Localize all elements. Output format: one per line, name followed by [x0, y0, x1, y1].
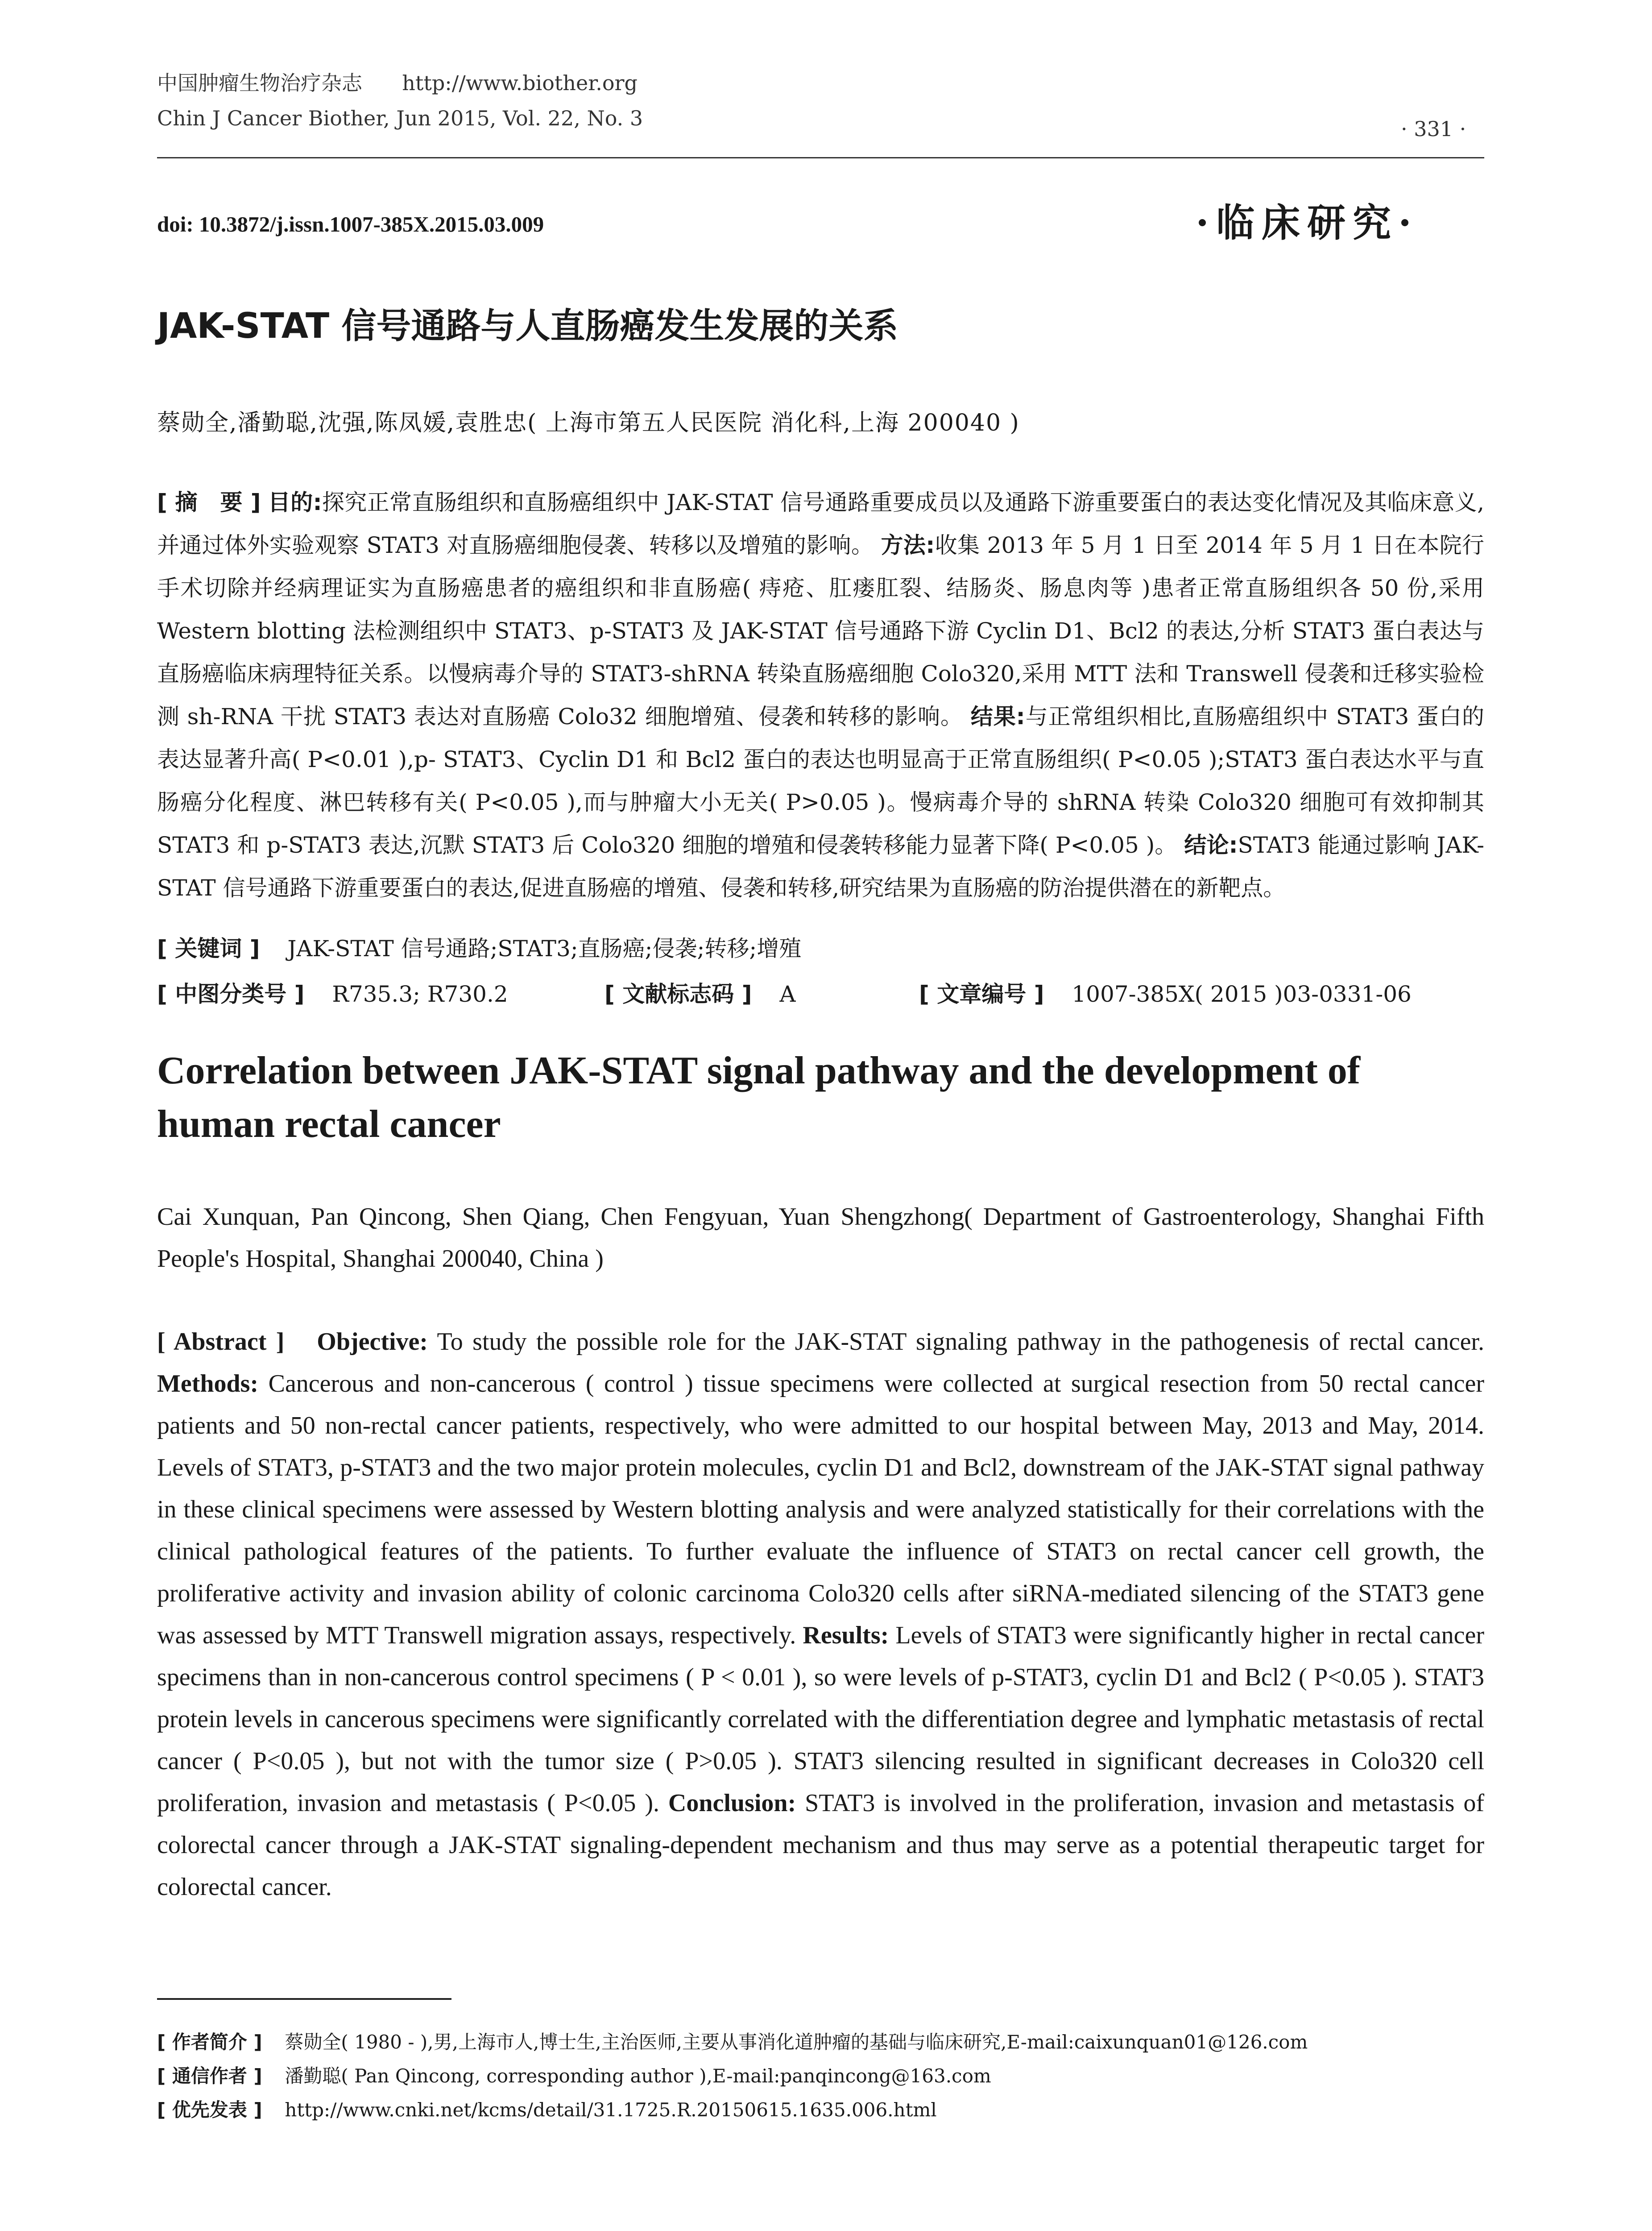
document-code	[604, 976, 795, 1008]
author-bio-label: [ 作者简介 ]	[157, 2031, 262, 2053]
footnote-corresponding	[157, 2061, 991, 2088]
doi: doi: 10.3872/j.issn.1007-385X.2015.03.009	[157, 212, 544, 236]
keywords-value: JAK-STAT 信号通路;STAT3;直肠癌;侵袭;转移;增殖	[287, 936, 802, 962]
authors-en: Cai Xunquan, Pan Qincong, Shen Qiang, Chen Fengyuan, Yuan Shengzhong( Department of Gastroenterology, Shanghai Fifth People's Hospital, Shanghai 200040, China )	[157, 1203, 1484, 1273]
doc-value: A	[779, 981, 796, 1007]
corresponding: 潘勤聪( Pan Qincong, corresponding author ),E-mail:panqincong@163.com	[285, 2065, 991, 2087]
methods-cn: 收集 2013 年 5 月 1 日至 2014 年 5 月 1 日在本院行手术切除并经病理证实为直肠癌患者的癌组织和非直肠癌( 痔疮、肛瘘肛裂、结肠炎、肠息肉等 )患者正常直肠组织各 50 份,采用 Western blotting 法检测组织中 STAT3、p-STAT3 及 JAK-STAT 信号通路下游 Cyclin D1、Bcl2 的表达,分析 STAT3 蛋白表达与直肠癌临床病理特征关系。以慢病毒介导的 STAT3-shRNA 转染直肠癌细胞 Colo320,采用 MTT 法和 Transwell 侵袭和迁移实验检测 sh-RNA 干扰 STAT3 表达对直肠癌 Colo32 细胞增殖、侵袭和转移的影响。	[157, 532, 1484, 730]
keywords	[157, 931, 801, 963]
abstract-cn	[157, 481, 1484, 909]
section-tag: ·临床研究·	[1196, 200, 1419, 245]
journal-url[interactable]: http://www.biother.org	[402, 71, 638, 95]
results-cn-label: 结果:	[970, 704, 1025, 730]
abstract-en	[157, 1321, 1484, 1908]
methods-en: Cancerous and non-cancerous ( control ) tissue specimens were collected at surgical resection from 50 rectal cancer patients and 50 non-rectal cancer patients, respectively, who were admitted to our hospital between May, 2013 and May, 2014. Levels of STAT3, p-STAT3 and the two major protein molecules, cyclin D1 and Bcl2, downstream of the JAK-STAT signal pathway in these clinical specimens were assessed by Western blotting analysis and were analyzed statistically for their correlations with the clinical pathological features of the patients. To further evaluate the influence of STAT3 on rectal cancer cell growth, the proliferative activity and invasion ability of colonic carcinoma Colo320 cells after siRNA-mediated silencing of the STAT3 gene was assessed by MTT Transwell migration assays, respectively.	[157, 1370, 1484, 1649]
objective-cn-label: 目的:	[268, 489, 322, 515]
author-bio: 蔡勋全( 1980 - ),男,上海市人,博士生,主治医师,主要从事消化道肿瘤的基础与临床研究,E-mail:caixunquan01@126.com	[285, 2031, 1308, 2053]
objective-en-label: Objective:	[317, 1328, 428, 1356]
footnote-priority	[157, 2095, 937, 2122]
footnote-author-bio	[157, 2028, 1308, 2054]
article-number	[919, 976, 1412, 1008]
doc-label: [ 文献标志码 ]	[604, 981, 752, 1007]
methods-en-label: Methods:	[157, 1370, 259, 1397]
results-cn: 与正常组织相比,直肠癌组织中 STAT3 蛋白的表达显著升高( P<0.01 ),p- STAT3、Cyclin D1 和 Bcl2 蛋白的表达也明显高于正常直肠组织( P<0.05 );STAT3 蛋白表达水平与直肠癌分化程度、淋巴转移有关( P<0.05 ),而与肿瘤大小无关( P>0.05 )。慢病毒介导的 shRNA 转染 Colo320 细胞可有效抑制其 STAT3 和 p-STAT3 表达,沉默 STAT3 后 Colo320 细胞的增殖和侵袭转移能力显著下降( P<0.05 )。	[157, 704, 1484, 858]
footnote-rule	[157, 1998, 451, 2000]
abstract-en-label: [ Abstract ]	[157, 1328, 285, 1356]
conclusion-en-label: Conclusion:	[668, 1789, 796, 1817]
results-en-label: Results:	[803, 1621, 889, 1649]
running-header-cn	[157, 67, 638, 96]
results-en: Levels of STAT3 were significantly higher in rectal cancer specimens than in non-cancerous control specimens ( P < 0.01 ), so were levels of p-STAT3, cyclin D1 and Bcl2 ( P<0.05 ). STAT3 protein levels in cancerous specimens were significantly correlated with the differentiation degree and lymphatic metastasis of rectal cancer ( P<0.05 ), but not with the tumor size ( P>0.05 ). STAT3 silencing resulted in significant decreases in Colo320 cell proliferation, invasion and metastasis ( P<0.05 ).	[157, 1621, 1485, 1817]
priority-label: [ 优先发表 ]	[157, 2099, 262, 2121]
conclusion-cn-label: 结论:	[1184, 832, 1238, 858]
objective-en: To study the possible role for the JAK-STAT signaling pathway in the pathogenesis of rectal cancer.	[437, 1328, 1484, 1356]
article-value: 1007-385X( 2015 )03-0331-06	[1072, 981, 1412, 1007]
clc-number	[157, 976, 508, 1008]
authors-cn: 蔡勋全,潘勤聪,沈强,陈凤媛,袁胜忠( 上海市第五人民医院 消化科,上海 200040 )	[157, 410, 1020, 436]
objective-cn: 探究正常直肠组织和直肠癌组织中 JAK-STAT 信号通路重要成员以及通路下游重要蛋白的表达变化情况及其临床意义,并通过体外实验观察 STAT3 对直肠癌细胞侵袭、转移以及增殖的影响。	[157, 489, 1484, 558]
conclusion-en: STAT3 is involved in the proliferation, invasion and metastasis of colorectal cancer through a JAK-STAT signaling-dependent mechanism and thus may serve as a potential therapeutic target for colorectal cancer.	[157, 1789, 1485, 1901]
page-number: · 331 ·	[1401, 117, 1466, 141]
methods-cn-label: 方法:	[881, 532, 935, 558]
journal-name-cn: 中国肿瘤生物治疗杂志	[157, 71, 362, 95]
title-en: Correlation between JAK-STAT signal pathway and the development of human rectal cancer	[157, 1049, 1361, 1146]
clc-value: R735.3; R730.2	[332, 981, 508, 1007]
header-rule	[157, 157, 1484, 158]
keywords-label: [ 关键词 ]	[157, 936, 260, 962]
abstract-cn-label: [ 摘 要 ]	[157, 489, 261, 515]
clc-label: [ 中图分类号 ]	[157, 981, 305, 1007]
journal-name-en: Chin J Cancer Biother, Jun 2015, Vol. 22, No. 3	[157, 106, 643, 130]
title-cn: JAK-STAT 信号通路与人直肠癌发生发展的关系	[157, 306, 898, 346]
conclusion-cn: STAT3 能通过影响 JAK-STAT 信号通路下游重要蛋白的表达,促进直肠癌的增殖、侵袭和转移,研究结果为直肠癌的防治提供潜在的新靶点。	[157, 832, 1485, 901]
corresponding-label: [ 通信作者 ]	[157, 2065, 262, 2087]
article-label: [ 文章编号 ]	[919, 981, 1044, 1007]
priority-url[interactable]: http://www.cnki.net/kcms/detail/31.1725.R.20150615.1635.006.html	[285, 2099, 937, 2121]
